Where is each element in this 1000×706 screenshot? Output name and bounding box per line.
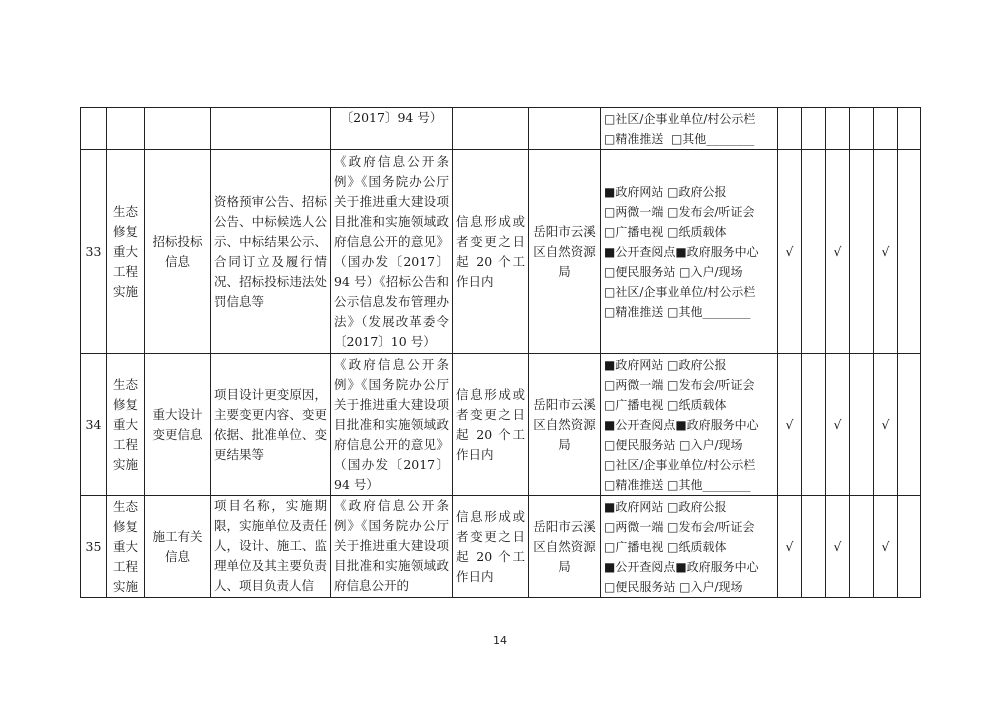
timing-cell: 信息形成或者变更之日起 20 个工作日内	[453, 354, 529, 496]
row-number-cell	[81, 108, 107, 150]
channel-line: □广播电视 □纸质载体	[604, 539, 727, 554]
check-cell	[850, 150, 874, 354]
category-cell: 生态 修复 重大 工程 实施	[107, 150, 145, 354]
channel-line: ■公开查阅点■政府服务中心	[604, 559, 759, 574]
channel-line: □两微一端 □发布会/听证会	[604, 519, 755, 534]
channel-line: ■公开查阅点■政府服务中心	[604, 417, 759, 432]
channel-line: ■政府网站 □政府公报	[604, 357, 727, 372]
channel-line: □社区/企事业单位/村公示栏	[604, 284, 756, 299]
disclosure-table	[80, 107, 921, 598]
subject-cell: 岳阳市云溪区自然资源局	[529, 150, 601, 354]
channel-line: □便民服务站 □入户/现场	[604, 579, 743, 594]
channel-line: ■政府网站 □政府公报	[604, 184, 727, 199]
channel-line: □精准推送 □其他________	[604, 131, 755, 146]
timing-cell	[453, 108, 529, 150]
timing-cell: 信息形成或者变更之日起 20 个工作日内	[453, 150, 529, 354]
check-cell	[802, 354, 826, 496]
check-cell	[802, 496, 826, 598]
row-number-cell: 34	[81, 354, 107, 496]
content-cell: 项目设计更变原因，主要变更内容、变更依据、批准单位、变更结果等	[211, 354, 331, 496]
category-cell	[107, 108, 145, 150]
table-row	[81, 150, 921, 354]
subject-cell: 岳阳市云溪区自然资源局	[529, 354, 601, 496]
item-cell: 招标投标 信息	[145, 150, 211, 354]
check-cell	[826, 108, 850, 150]
category-cell: 生态 修复 重大 工程 实施	[107, 496, 145, 598]
channel-line: ■政府网站 □政府公报	[604, 499, 727, 514]
content-cell: 资格预审公告、招标公告、中标候选人公示、中标结果公示、合同订立及履行情况、招标投标违法处罚信息等	[211, 150, 331, 354]
row-number-cell: 33	[81, 150, 107, 354]
check-cell: √	[778, 354, 802, 496]
check-cell: √	[778, 150, 802, 354]
subject-cell	[529, 108, 601, 150]
check-cell: √	[826, 150, 850, 354]
check-cell: √	[826, 496, 850, 598]
table-row	[81, 354, 921, 496]
basis-cell: 《政府信息公开条例》《国务院办公厅关于推进重大建设项目批准和实施领域政府信息公开的意见》（国办发〔2017〕94 号）《招标公告和公示信息发布管理办法》（发展改革委令〔2017〕10 号）	[331, 150, 453, 354]
channels-cell	[601, 354, 778, 496]
channel-line: □社区/企事业单位/村公示栏	[604, 457, 756, 472]
check-cell	[850, 108, 874, 150]
check-cell: √	[874, 354, 898, 496]
check-cell: √	[778, 496, 802, 598]
basis-cell: 《政府信息公开条例》《国务院办公厅关于推进重大建设项目批准和实施领域政府信息公开的意见》（国办发〔2017〕94 号）	[331, 354, 453, 496]
page-number: 14	[493, 634, 507, 647]
check-cell	[778, 108, 802, 150]
item-cell: 施工有关 信息	[145, 496, 211, 598]
channel-line: □两微一端 □发布会/听证会	[604, 377, 755, 392]
item-cell: 重大设计 变更信息	[145, 354, 211, 496]
channels-cell	[601, 496, 778, 598]
check-cell	[898, 496, 921, 598]
check-cell	[850, 354, 874, 496]
table-row-continuation	[81, 108, 921, 150]
row-number-cell: 35	[81, 496, 107, 598]
check-cell	[802, 150, 826, 354]
content-cell: 项目名称，实施期限，实施单位及责任人，设计、施工、监理单位及其主要负责人、项目负责人信	[211, 496, 331, 598]
check-cell	[898, 354, 921, 496]
channel-line: □精准推送 □其他________	[604, 304, 751, 319]
timing-cell: 信息形成或者变更之日起 20 个工作日内	[453, 496, 529, 598]
check-cell	[898, 108, 921, 150]
check-cell: √	[826, 354, 850, 496]
table-row	[81, 496, 921, 598]
channel-line: □便民服务站 □入户/现场	[604, 264, 743, 279]
channel-line: □便民服务站 □入户/现场	[604, 437, 743, 452]
check-cell	[874, 108, 898, 150]
channel-line: □广播电视 □纸质载体	[604, 224, 727, 239]
basis-cell: 〔2017〕94 号）	[331, 108, 453, 150]
check-cell	[802, 108, 826, 150]
basis-cell: 《政府信息公开条例》《国务院办公厅关于推进重大建设项目批准和实施领域政府信息公开的	[331, 496, 453, 598]
category-cell: 生态 修复 重大 工程 实施	[107, 354, 145, 496]
channels-cell	[601, 150, 778, 354]
channels-cell	[601, 108, 778, 150]
subject-cell: 岳阳市云溪区自然资源局	[529, 496, 601, 598]
check-cell	[898, 150, 921, 354]
check-cell: √	[874, 496, 898, 598]
channel-line: □两微一端 □发布会/听证会	[604, 204, 755, 219]
check-cell	[850, 496, 874, 598]
content-cell	[211, 108, 331, 150]
check-cell: √	[874, 150, 898, 354]
item-cell	[145, 108, 211, 150]
channel-line: ■公开查阅点■政府服务中心	[604, 244, 759, 259]
channel-line: □社区/企事业单位/村公示栏	[604, 111, 756, 126]
channel-line: □广播电视 □纸质载体	[604, 397, 727, 412]
channel-line: □精准推送 □其他________	[604, 477, 751, 492]
